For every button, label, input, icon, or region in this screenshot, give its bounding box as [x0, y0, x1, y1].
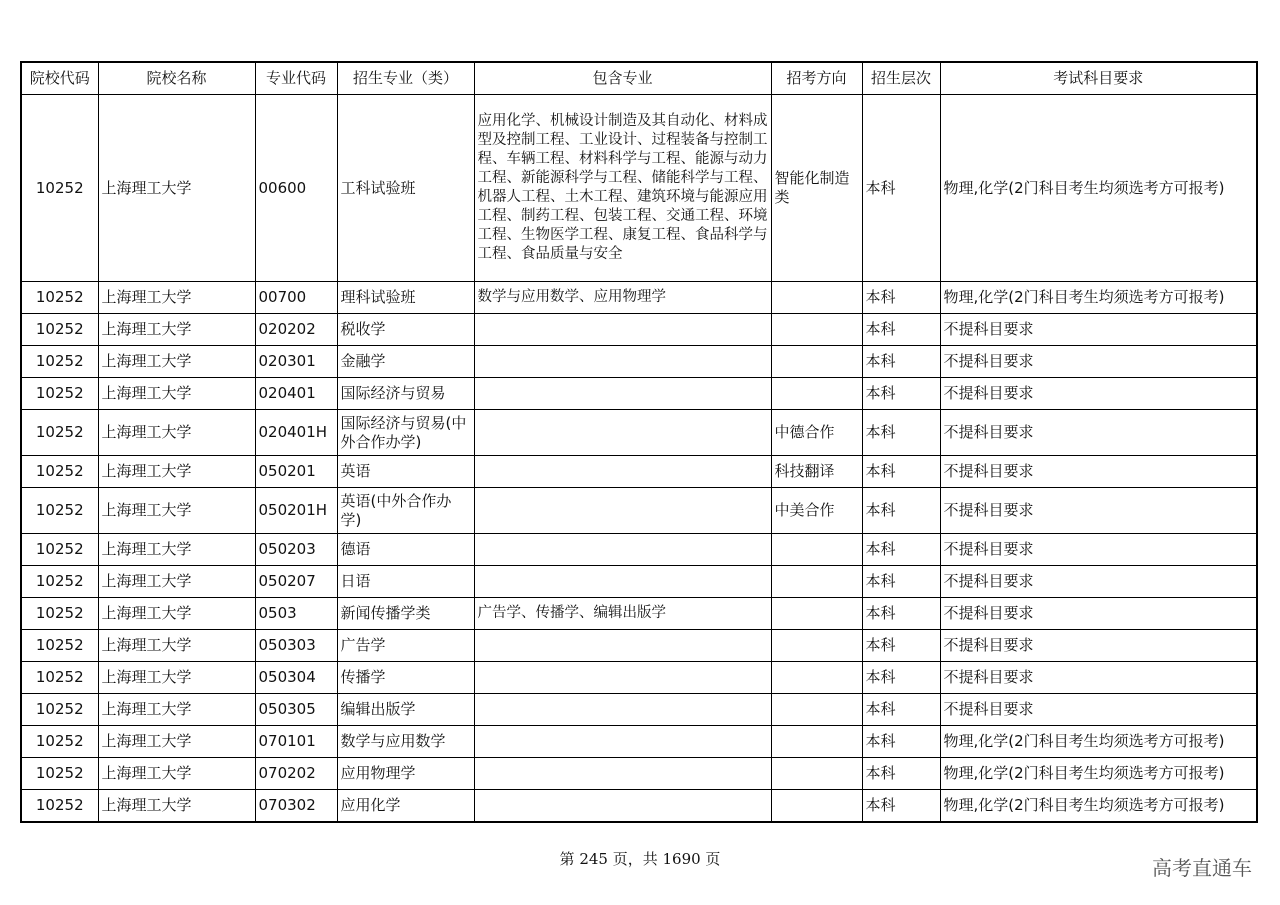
- major-cell: 英语: [337, 456, 474, 488]
- major-code-cell: 070101: [255, 726, 337, 758]
- direction-cell: 科技翻译: [771, 456, 862, 488]
- school-name-cell: 上海理工大学: [98, 630, 255, 662]
- major-code-cell: 070202: [255, 758, 337, 790]
- major-cell: 新闻传播学类: [337, 598, 474, 630]
- included-majors-cell: [474, 410, 771, 456]
- table-row: [21, 662, 1257, 694]
- direction-cell: 中德合作: [771, 410, 862, 456]
- direction-cell: [771, 282, 862, 314]
- major-cell: 金融学: [337, 346, 474, 378]
- requirement-cell: 不提科目要求: [940, 456, 1257, 488]
- requirement-cell: 物理,化学(2门科目考生均须选考方可报考): [940, 726, 1257, 758]
- major-code-cell: 020202: [255, 314, 337, 346]
- table-row: [21, 694, 1257, 726]
- school-name-cell: 上海理工大学: [98, 566, 255, 598]
- major-cell: 传播学: [337, 662, 474, 694]
- level-cell: 本科: [862, 95, 940, 282]
- level-cell: 本科: [862, 662, 940, 694]
- requirement-cell: 物理,化学(2门科目考生均须选考方可报考): [940, 758, 1257, 790]
- major-cell: 工科试验班: [337, 95, 474, 282]
- school-name-cell: 上海理工大学: [98, 410, 255, 456]
- requirement-cell: 不提科目要求: [940, 410, 1257, 456]
- major-cell: 税收学: [337, 314, 474, 346]
- requirement-cell: 不提科目要求: [940, 566, 1257, 598]
- table-row: [21, 630, 1257, 662]
- major-cell: 数学与应用数学: [337, 726, 474, 758]
- school-name-cell: 上海理工大学: [98, 282, 255, 314]
- major-code-cell: 00700: [255, 282, 337, 314]
- school-name-cell: 上海理工大学: [98, 726, 255, 758]
- header-included: 包含专业: [474, 62, 771, 95]
- requirement-cell: 不提科目要求: [940, 346, 1257, 378]
- major-cell: 应用物理学: [337, 758, 474, 790]
- included-majors-cell: [474, 630, 771, 662]
- major-cell: 日语: [337, 566, 474, 598]
- header-major-code: 专业代码: [255, 62, 337, 95]
- level-cell: 本科: [862, 282, 940, 314]
- header-level: 招生层次: [862, 62, 940, 95]
- major-code-cell: 050305: [255, 694, 337, 726]
- school-code-cell: 10252: [21, 694, 98, 726]
- direction-cell: [771, 378, 862, 410]
- major-cell: 国际经济与贸易(中外合作办学): [337, 410, 474, 456]
- included-majors-cell: [474, 566, 771, 598]
- major-code-cell: 050303: [255, 630, 337, 662]
- direction-cell: [771, 662, 862, 694]
- major-code-cell: 050201: [255, 456, 337, 488]
- table-row: [21, 95, 1257, 282]
- school-name-cell: 上海理工大学: [98, 314, 255, 346]
- major-code-cell: 020301: [255, 346, 337, 378]
- requirement-cell: 物理,化学(2门科目考生均须选考方可报考): [940, 282, 1257, 314]
- level-cell: 本科: [862, 694, 940, 726]
- direction-cell: [771, 726, 862, 758]
- major-code-cell: 020401: [255, 378, 337, 410]
- header-requirement: 考试科目要求: [940, 62, 1257, 95]
- school-code-cell: 10252: [21, 566, 98, 598]
- direction-cell: 智能化制造类: [771, 95, 862, 282]
- direction-cell: [771, 694, 862, 726]
- table-row: [21, 790, 1257, 823]
- direction-cell: [771, 566, 862, 598]
- school-name-cell: 上海理工大学: [98, 534, 255, 566]
- level-cell: 本科: [862, 314, 940, 346]
- school-code-cell: 10252: [21, 662, 98, 694]
- direction-cell: 中美合作: [771, 488, 862, 534]
- included-majors-cell: 广告学、传播学、编辑出版学: [474, 598, 771, 630]
- included-majors-cell: [474, 726, 771, 758]
- direction-cell: [771, 630, 862, 662]
- school-name-cell: 上海理工大学: [98, 378, 255, 410]
- included-majors-cell: [474, 694, 771, 726]
- school-code-cell: 10252: [21, 488, 98, 534]
- school-code-cell: 10252: [21, 630, 98, 662]
- school-code-cell: 10252: [21, 282, 98, 314]
- level-cell: 本科: [862, 726, 940, 758]
- included-majors-cell: [474, 758, 771, 790]
- school-code-cell: 10252: [21, 410, 98, 456]
- requirement-cell: 物理,化学(2门科目考生均须选考方可报考): [940, 790, 1257, 823]
- requirement-cell: 不提科目要求: [940, 694, 1257, 726]
- major-cell: 德语: [337, 534, 474, 566]
- requirement-cell: 不提科目要求: [940, 378, 1257, 410]
- school-code-cell: 10252: [21, 598, 98, 630]
- level-cell: 本科: [862, 758, 940, 790]
- school-name-cell: 上海理工大学: [98, 758, 255, 790]
- level-cell: 本科: [862, 456, 940, 488]
- level-cell: 本科: [862, 598, 940, 630]
- page-number: 第 245 页，共 1690 页: [559, 850, 721, 868]
- major-code-cell: 050304: [255, 662, 337, 694]
- level-cell: 本科: [862, 378, 940, 410]
- header-school-name: 院校名称: [98, 62, 255, 95]
- major-code-cell: 00600: [255, 95, 337, 282]
- school-code-cell: 10252: [21, 456, 98, 488]
- direction-cell: [771, 598, 862, 630]
- included-majors-cell: [474, 488, 771, 534]
- table-row: [21, 456, 1257, 488]
- major-code-cell: 070302: [255, 790, 337, 823]
- major-code-cell: 050203: [255, 534, 337, 566]
- included-majors-cell: [474, 790, 771, 823]
- table-row: [21, 378, 1257, 410]
- requirement-cell: 不提科目要求: [940, 534, 1257, 566]
- requirement-cell: 不提科目要求: [940, 314, 1257, 346]
- major-code-cell: 050207: [255, 566, 337, 598]
- level-cell: 本科: [862, 488, 940, 534]
- major-cell: 编辑出版学: [337, 694, 474, 726]
- major-code-cell: 0503: [255, 598, 337, 630]
- requirement-cell: 物理,化学(2门科目考生均须选考方可报考): [940, 95, 1257, 282]
- major-code-cell: 020401H: [255, 410, 337, 456]
- level-cell: 本科: [862, 630, 940, 662]
- level-cell: 本科: [862, 566, 940, 598]
- table-row: [21, 410, 1257, 456]
- school-code-cell: 10252: [21, 314, 98, 346]
- major-cell: 应用化学: [337, 790, 474, 823]
- requirement-cell: 不提科目要求: [940, 598, 1257, 630]
- header-row: [21, 62, 1257, 95]
- major-cell: 广告学: [337, 630, 474, 662]
- school-code-cell: 10252: [21, 790, 98, 823]
- level-cell: 本科: [862, 410, 940, 456]
- included-majors-cell: [474, 534, 771, 566]
- school-code-cell: 10252: [21, 346, 98, 378]
- direction-cell: [771, 790, 862, 823]
- header-school-code: 院校代码: [21, 62, 98, 95]
- included-majors-cell: [474, 346, 771, 378]
- requirement-cell: 不提科目要求: [940, 630, 1257, 662]
- school-name-cell: 上海理工大学: [98, 488, 255, 534]
- major-cell: 理科试验班: [337, 282, 474, 314]
- school-code-cell: 10252: [21, 726, 98, 758]
- table-row: [21, 488, 1257, 534]
- included-majors-cell: 应用化学、机械设计制造及其自动化、材料成型及控制工程、工业设计、过程装备与控制工程、车辆工程、材料科学与工程、能源与动力工程、新能源科学与工程、储能科学与工程、机器人工程、土木工程、建筑环境与能源应用工程、制药工程、包装工程、交通工程、环境工程、生物医学工程、康复工程、食品科学与工程、食品质量与安全: [474, 95, 771, 282]
- school-code-cell: 10252: [21, 95, 98, 282]
- direction-cell: [771, 534, 862, 566]
- header-direction: 招考方向: [771, 62, 862, 95]
- table-row: [21, 346, 1257, 378]
- included-majors-cell: [474, 314, 771, 346]
- major-cell: 英语(中外合作办学): [337, 488, 474, 534]
- major-cell: 国际经济与贸易: [337, 378, 474, 410]
- school-name-cell: 上海理工大学: [98, 95, 255, 282]
- header-major: 招生专业（类）: [337, 62, 474, 95]
- school-code-cell: 10252: [21, 758, 98, 790]
- school-code-cell: 10252: [21, 534, 98, 566]
- school-name-cell: 上海理工大学: [98, 456, 255, 488]
- table-body: [21, 95, 1257, 823]
- school-name-cell: 上海理工大学: [98, 790, 255, 823]
- requirement-cell: 不提科目要求: [940, 662, 1257, 694]
- direction-cell: [771, 314, 862, 346]
- table-row: [21, 598, 1257, 630]
- included-majors-cell: [474, 378, 771, 410]
- watermark: 高考直通车: [1152, 856, 1252, 880]
- level-cell: 本科: [862, 790, 940, 823]
- direction-cell: [771, 758, 862, 790]
- direction-cell: [771, 346, 862, 378]
- requirement-cell: 不提科目要求: [940, 488, 1257, 534]
- admissions-table: [20, 61, 1258, 823]
- level-cell: 本科: [862, 534, 940, 566]
- major-code-cell: 050201H: [255, 488, 337, 534]
- included-majors-cell: [474, 456, 771, 488]
- table-row: [21, 566, 1257, 598]
- school-name-cell: 上海理工大学: [98, 598, 255, 630]
- table-row: [21, 534, 1257, 566]
- included-majors-cell: 数学与应用数学、应用物理学: [474, 282, 771, 314]
- table-row: [21, 726, 1257, 758]
- table-row: [21, 758, 1257, 790]
- school-name-cell: 上海理工大学: [98, 694, 255, 726]
- table-row: [21, 314, 1257, 346]
- school-name-cell: 上海理工大学: [98, 346, 255, 378]
- school-code-cell: 10252: [21, 378, 98, 410]
- included-majors-cell: [474, 662, 771, 694]
- level-cell: 本科: [862, 346, 940, 378]
- table-row: [21, 282, 1257, 314]
- school-name-cell: 上海理工大学: [98, 662, 255, 694]
